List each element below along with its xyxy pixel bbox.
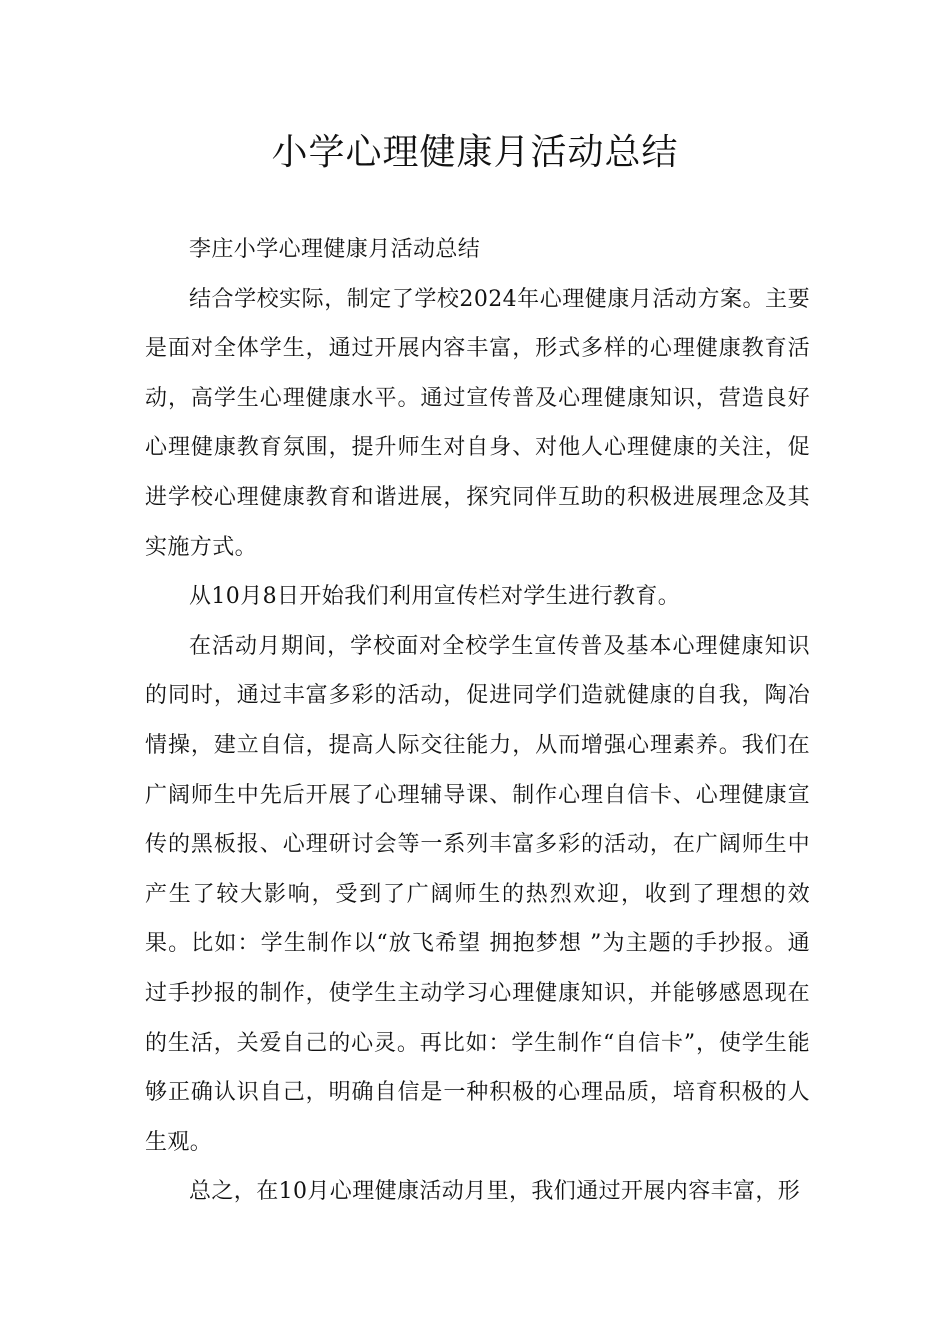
paragraph-intro: 结合学校实际，制定了学校2024年心理健康月活动方案。主要是面对全体学生，通过开展内容丰富，形式多样的心理健康教育活动，高学生心理健康水平。通过宣传普及心理健康知识，营造良好心理健康教育氛围，提升师生对自身、对他人心理健康的关注，促进学校心理健康教育和谐进展，探究同伴互助的积极进展理念及其实施方式。: [145, 286, 810, 560]
paragraph-start-date: 从10月8日开始我们利用宣传栏对学生进行教育。: [189, 584, 681, 610]
document-body: [145, 225, 810, 1217]
paragraph-conclusion: 总之，在10月心理健康活动月里，我们通过开展内容丰富，形: [189, 1179, 801, 1205]
paragraph-activities: 在活动月期间，学校面对全校学生宣传普及基本心理健康知识的同时，通过丰富多彩的活动，促进同学们造就健康的自我，陶冶情操，建立自信，提高人际交往能力，从而增强心理素养。我们在广阔师生中先后开展了心理辅导课、制作心理自信卡、心理健康宣传的黑板报、心理研讨会等一系列丰富多彩的活动，在广阔师生中产生了较大影响，受到了广阔师生的热烈欢迎，收到了理想的效果。比如：学生制作以“放飞希望 拥抱梦想 ”为主题的手抄报。通过手抄报的制作，使学生主动学习心理健康知识，并能够感恩现在的生活，关爱自己的心灵。再比如：学生制作“自信卡”，使学生能够正确认识自己，明确自信是一种积极的心理品质，培育积极的人生观。: [145, 633, 810, 1155]
document-title: 小学心理健康月活动总结: [271, 132, 679, 173]
paragraph-subtitle: 李庄小学心理健康月活动总结: [189, 237, 481, 262]
